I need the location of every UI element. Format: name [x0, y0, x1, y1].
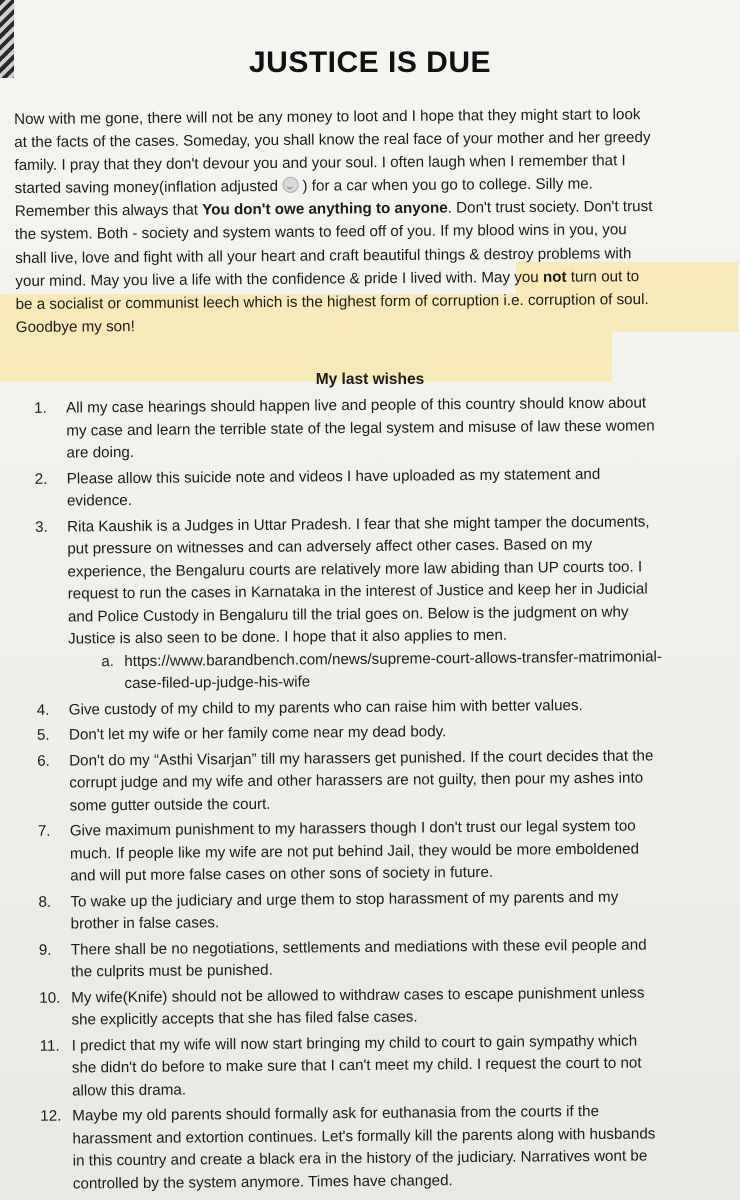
list-number: 6. [37, 752, 50, 770]
list-item [18, 815, 731, 889]
list-item-text: she didn't do before to make sure that I can't meet my child. I request the court to not [71, 1054, 642, 1077]
list-number: 3. [35, 518, 48, 536]
list-number: 2. [34, 470, 48, 488]
list-item-text: the culprits must be punished. [70, 961, 273, 981]
list-item-text: are doing. [66, 443, 135, 462]
bold-phrase: You don't owe anything to anyone [202, 199, 448, 219]
intro-text: turn out to [566, 267, 640, 286]
list-item-text: Justice is also seen to be done. I hope that it also applies to men. [68, 626, 508, 648]
list-item-text: I predict that my wife will now start bringing my child to court to gain sympathy which [71, 1032, 638, 1055]
list-item-text: in this country and create a black era in the history of the judiciary. Narratives wont be [72, 1147, 648, 1170]
sub-list-letter: a. [101, 652, 115, 670]
intro-text: . Don't trust society. Don't trust [447, 198, 653, 217]
list-item-text: To wake up the judiciary and urge them to stop harassment of my parents and my [70, 888, 619, 911]
list-item [20, 1029, 733, 1103]
list-number: 4. [36, 701, 50, 719]
bold-word: not [542, 268, 567, 286]
intro-text: Remember this always that [14, 201, 203, 221]
list-number: 9. [38, 941, 52, 959]
wishes-heading: My last wishes [315, 371, 425, 388]
list-item-text: Don't do my “Asthi Visarjan” till my harassers get punished. If the court decides that the [69, 746, 654, 770]
intro-line: Goodbye my son! [15, 317, 135, 336]
list-item [17, 744, 730, 818]
list-item-text: corrupt judge and my wife and other harassers are not guilty, then pour my ashes into [69, 769, 644, 792]
intro-line: family. I pray that they don't devour you and your soul. I often laugh when I remember that I [14, 152, 626, 175]
list-item-text: allow this drama. [71, 1081, 187, 1100]
list-item-text: Don't let my wife or her family come near my dead body. [68, 723, 447, 744]
list-item [20, 1100, 733, 1196]
list-item-text: All my case hearings should happen live and people of this country should know about [66, 394, 647, 417]
list-item-text: some gutter outside the court. [69, 795, 271, 815]
sub-list-item [68, 645, 728, 696]
list-item-text: Please allow this suicide note and videos I have uploaded as my statement and [66, 465, 601, 488]
list-number: 11. [39, 1037, 60, 1055]
list-item [19, 981, 731, 1032]
list-item-text: My wife(Knife) should not be allowed to withdraw cases to escape punishment unless [71, 984, 645, 1007]
list-item-text: much. If people like my wife are not put behind Jail, they would be more emboldened [69, 840, 640, 863]
list-item-text: Give maximum punishment to my harassers though I don't trust our legal system too [69, 817, 636, 840]
intro-line: Now with me gone, there will not be any money to loot and I hope that they might start to look [14, 106, 641, 128]
list-item-text: There shall be no negotiations, settlements and mediations with these evil people and [70, 936, 647, 959]
intro-line: at the facts of the cases. Someday, you shall know the real face of your mother and her greedy [14, 129, 651, 152]
list-item [15, 462, 727, 513]
reference-url: https://www.barandbench.com/news/supreme-court-allows-transfer-matrimonial- [124, 647, 663, 670]
list-number: 10. [39, 989, 61, 1007]
list-item [18, 885, 730, 936]
list-item-text: Maybe my old parents should formally ask for euthanasia from the courts if the [72, 1102, 600, 1125]
intro-text: ) for a car when you go to college. Silly me. [298, 175, 593, 196]
list-item-text: Rita Kaushik is a Judges in Uttar Pradesh. I fear that she might tamper the documents, [67, 512, 650, 536]
list-item [17, 719, 729, 748]
list-number: 8. [38, 893, 52, 911]
smiley-icon [282, 177, 298, 193]
list-number: 12. [40, 1107, 62, 1125]
reference-url: case-filed-up-judge-his-wife [124, 673, 311, 693]
wishes-list [14, 392, 733, 1199]
list-item-text: experience, the Bengaluru courts are relatively more law abiding than UP courts too. I [67, 558, 643, 581]
list-number: 7. [37, 822, 51, 840]
list-item-text: and Police Custody in Bengaluru till the trial goes on. Below is the judgment on why [67, 603, 629, 626]
document-title: JUSTICE IS DUE [248, 46, 492, 79]
list-item-text: my case and learn the terrible state of the legal system and misuse of law these women [66, 416, 655, 440]
list-item-text: controlled by the system anymore. Times have changed. [72, 1171, 453, 1193]
list-item-text: brother in false cases. [70, 914, 220, 933]
list-number: 1. [34, 399, 47, 417]
list-item [14, 392, 727, 466]
intro-line: be a socialist or communist leech which is the highest form of corruption i.e. corruption of soul. [15, 290, 649, 313]
list-item [17, 693, 729, 722]
intro-line: shall live, love and fight with all your heart and craft beautiful things & destroy problems with [15, 244, 632, 267]
intro-paragraph [14, 102, 728, 339]
list-item [19, 933, 731, 984]
list-item-text: and will put more false cases on other sons of society in future. [70, 863, 494, 885]
list-item-text: put pressure on witnesses and can adversely affect other cases. Based on my [67, 535, 593, 558]
intro-line: the system. Both - society and system wants to feed off of you. If my blood wins in you, you [14, 221, 627, 244]
list-item-text: harassment and extortion continues. Let's formally kill the parents along with husbands [72, 1124, 656, 1148]
list-item-text: Give custody of my child to my parents who can raise him with better values. [68, 696, 583, 719]
intro-text: started saving money(inflation adjusted [14, 178, 283, 198]
list-item-text: request to run the cases in Karnataka in the interest of Justice and keep her in Judicial [67, 580, 648, 603]
list-item [15, 510, 729, 696]
list-item-text: she explicitly accepts that she has filed false cases. [71, 1008, 418, 1029]
intro-text: your mind. May you live a life with the confidence & pride I lived with. May you [15, 268, 544, 290]
list-number: 5. [36, 726, 50, 744]
list-item-text: evidence. [66, 491, 132, 510]
